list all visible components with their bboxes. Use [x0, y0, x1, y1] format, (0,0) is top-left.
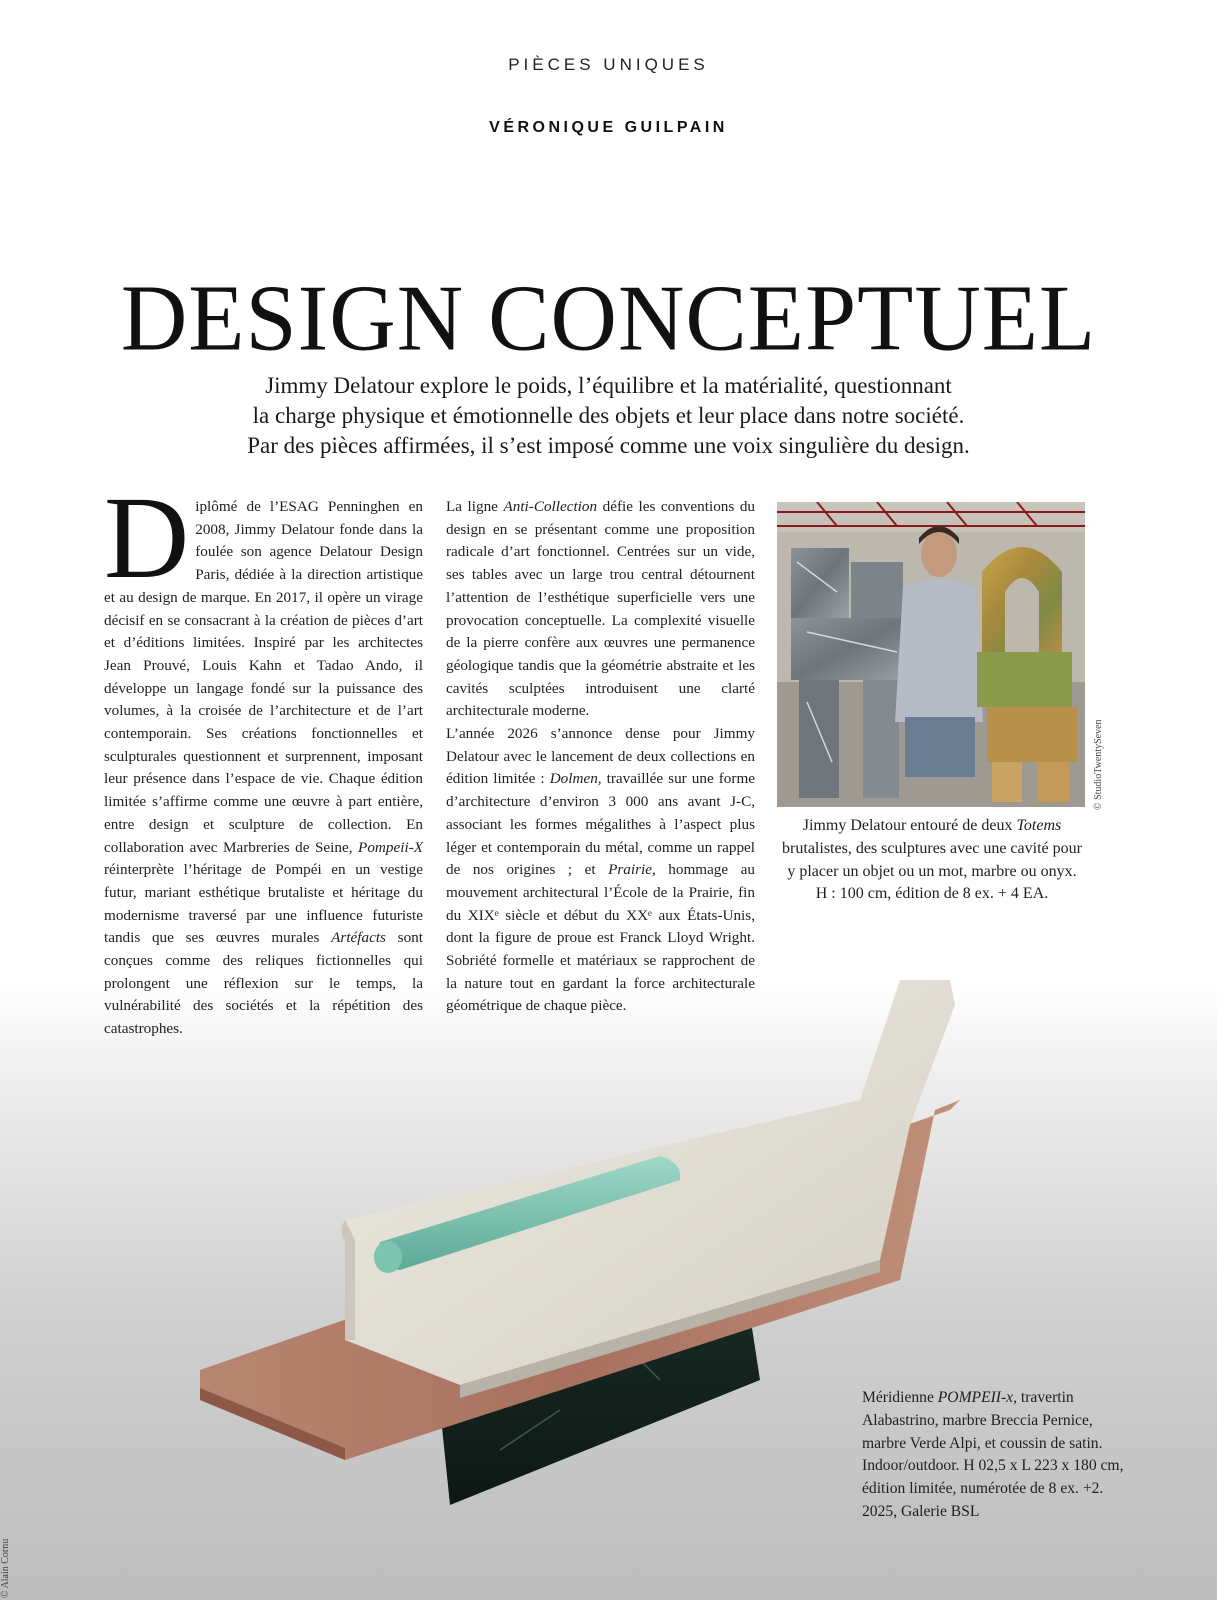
photo-caption-meridienne: [862, 1387, 1132, 1524]
photo-caption-portrait: [782, 815, 1082, 906]
caption-text: Jimmy Delatour entouré de deux: [802, 817, 1017, 834]
body-text: défie les conventions du design en se présentant comme une proposition radicale d’art fonctionnel. Centrées sur un vide, ses tables avec un large trou central détournent l’attention de l’esthétique superficielle vers une provocation conceptuelle. La complexité visuelle de la pierre confère aux œuvres une permanence géologique tandis que la géométrie abstraite et les cavités sculptées introduisent une clarté architecturale moderne.: [446, 498, 756, 720]
body-text: , hommage au mouvement architectural l’École de la Prairie, fin du XIXᵉ siècle et début du XXᵉ aux États-Unis, dont la figure de proue est Franck Lloyd Wright. Sobriété formelle et matériaux se rapprochent de la nature tout en gardant la force architecturale géométrique de chaque pièce.: [446, 861, 755, 1015]
work-title: Prairie: [608, 861, 652, 879]
body-text: sont conçues comme des reliques fictionnelles qui prolongent une réflexion sur le temps, la vulnérabilité des sociétés et la répétition des catastrophes.: [104, 929, 423, 1038]
caption-text: , travertin Alabastrino, marbre Breccia Pernice, marbre Verde Alpi, et coussin de satin. Indoor/outdoor. H 02,5 x L 223 x 180 cm, édition limitée, numérotée de 8 ex. +2. 2025, Galerie BSL: [862, 1389, 1124, 1520]
drop-cap: D: [104, 472, 190, 603]
body-text: , travaillée sur une forme d’architecture d’environ 3 000 ans avant J-C, associant les formes mégalithes à l’aspect plus léger et contemporain du métal, comme un rappel de nos origines ; et: [446, 770, 756, 879]
article-column-2: [446, 496, 755, 1018]
paragraph: [446, 723, 755, 1018]
work-title: Dolmen: [549, 770, 598, 788]
work-title: Anti-Collection: [503, 498, 598, 515]
lede-line: Par des pièces affirmées, il s’est imposé comme une voix singulière du design.: [247, 433, 970, 458]
article-title: DESIGN CONCEPTUEL: [120, 265, 1097, 371]
author-byline: VÉRONIQUE GUILPAIN: [489, 119, 728, 136]
section-rubric: PIÈCES UNIQUES: [508, 55, 709, 74]
paragraph: [446, 496, 755, 723]
lede-line: la charge physique et émotionnelle des objets et leur place dans notre société.: [252, 403, 965, 428]
body-text: L’année 2026 s’annonce dense pour Jimmy Delatour avec le lancement de deux collections en édition limitée :: [446, 725, 755, 788]
work-title: Totems: [1016, 817, 1062, 834]
body-text: La ligne: [446, 498, 504, 515]
caption-text: Méridienne: [862, 1389, 938, 1406]
designer-portrait-photo: [777, 502, 1085, 807]
lede-line: Jimmy Delatour explore le poids, l’équilibre et la matérialité, questionnant: [265, 373, 952, 398]
work-title: Pompeii-X: [358, 838, 423, 856]
work-title: POMPEII-x: [937, 1389, 1014, 1406]
article-column-1: [104, 472, 423, 1041]
photo-credit: © StudioTwentySeven: [1093, 719, 1104, 810]
photo-credit: © Alain Cornu: [0, 1538, 11, 1598]
body-text: iplômé de l’ESAG Penninghen en 2008, Jimmy Delatour fonde dans la foulée son agence Delatour Design Paris, dédiée à la direction artistique et au design de marque. En 2017, il opère un virage décisif en se consacrant à la création de pièces d’art et d’éditions limitées. Inspiré par les architectes Jean Prouvé, Louis Kahn et Tadao Ando, il développe un langage fondé sur la puissance des volumes, à la croisée de l’architecture et de l’art contemporain. Ses créations fonctionnelles et sculpturales questionnent et surprennent, imposant leur présence dans l’espace de vie. Chaque édition limitée s’affirme comme une œuvre à part entière, entre design et sculpture de collection. En collaboration avec Marbreries de Seine,: [104, 498, 423, 856]
work-title: Artéfacts: [331, 929, 386, 947]
article-lede: [0, 371, 1217, 461]
caption-text: brutalistes, des sculptures avec une cavité pour y placer un objet ou un mot, marbre ou onyx. H : 100 cm, édition de 8 ex. + 4 EA.: [782, 839, 1082, 903]
body-text: réinterprète l’héritage de Pompéi en un vestige futur, mariant esthétique brutaliste et héritage du modernisme traversé par une influence futuriste tandis que ses œuvres murales: [104, 861, 423, 947]
designer-with-totems-image: [777, 502, 1085, 807]
